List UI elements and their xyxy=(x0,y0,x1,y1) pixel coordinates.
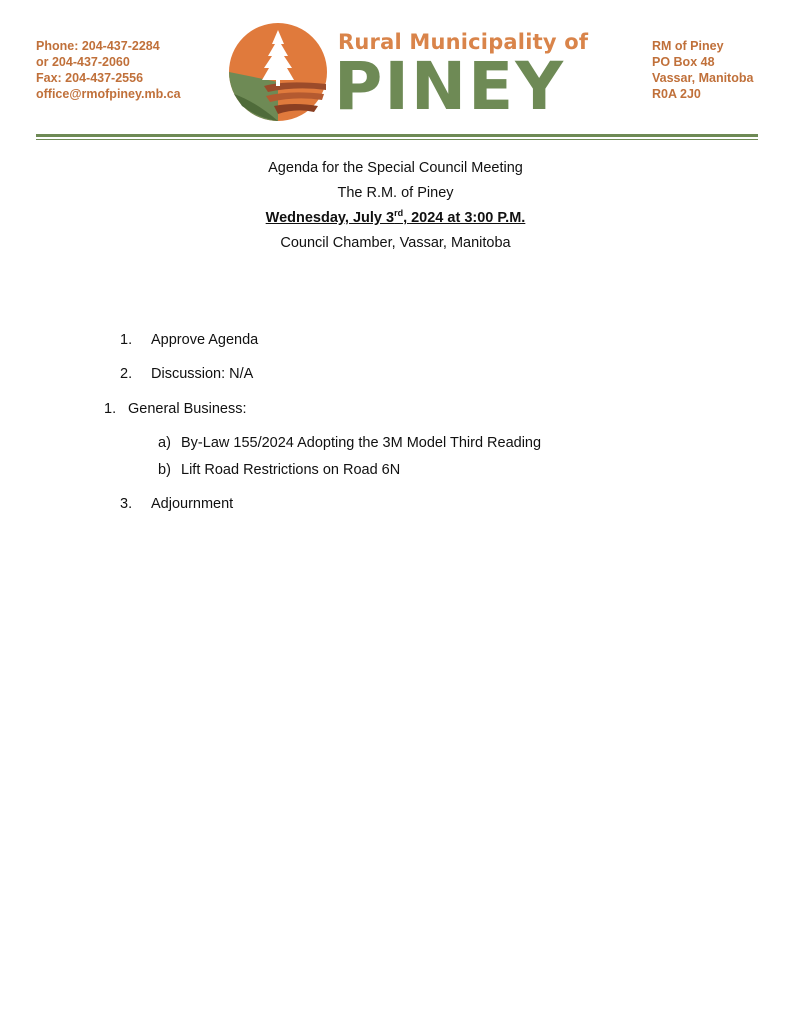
address-postal: R0A 2J0 xyxy=(652,87,701,101)
item-label: Approve Agenda xyxy=(151,332,259,348)
item-number: 2. xyxy=(120,366,133,382)
agenda-item xyxy=(120,332,258,348)
date-suffix: , 2024 at 3:00 P.M. xyxy=(403,210,526,226)
header-divider-thin xyxy=(36,139,758,140)
item-label: Adjournment xyxy=(151,496,234,512)
subitem-letter: b) xyxy=(158,462,171,478)
item-number: 1. xyxy=(104,401,117,417)
mailing-address xyxy=(652,38,753,102)
meeting-date xyxy=(0,206,791,231)
phone-alt-line: or 204-437-2060 xyxy=(36,55,130,69)
item-number: 3. xyxy=(120,496,133,512)
meeting-location: Council Chamber, Vassar, Manitoba xyxy=(280,235,511,251)
agenda-item xyxy=(120,366,253,382)
municipality-name: The R.M. of Piney xyxy=(337,185,454,201)
logo-wordmark: PINEY xyxy=(334,48,566,125)
contact-info xyxy=(36,38,181,102)
agenda-item xyxy=(120,496,233,512)
item-label: General Business: xyxy=(128,401,247,417)
item-number: 1. xyxy=(120,332,133,348)
piney-logo-icon xyxy=(226,22,330,122)
phone-line: Phone: 204-437-2284 xyxy=(36,39,160,53)
agenda-heading xyxy=(0,156,791,256)
header-divider xyxy=(36,134,758,137)
address-name: RM of Piney xyxy=(652,39,724,53)
email-line[interactable]: office@rmofpiney.mb.ca xyxy=(36,87,181,101)
agenda-item xyxy=(104,401,246,417)
address-city: Vassar, Manitoba xyxy=(652,71,754,85)
meeting-title: Agenda for the Special Council Meeting xyxy=(268,160,523,176)
agenda-subitem xyxy=(158,462,400,478)
address-box: PO Box 48 xyxy=(652,55,715,69)
subitem-label: Lift Road Restrictions on Road 6N xyxy=(181,462,401,478)
date-prefix: Wednesday, July 3 xyxy=(265,210,395,226)
item-label: Discussion: N/A xyxy=(151,366,254,382)
subitem-label: By-Law 155/2024 Adopting the 3M Model Third Reading xyxy=(181,435,542,451)
date-ordinal: rd xyxy=(394,208,404,219)
subitem-letter: a) xyxy=(158,435,171,451)
agenda-subitem xyxy=(158,435,541,451)
logo-title: Rural Municipality of xyxy=(338,30,589,54)
fax-line: Fax: 204-437-2556 xyxy=(36,71,144,85)
